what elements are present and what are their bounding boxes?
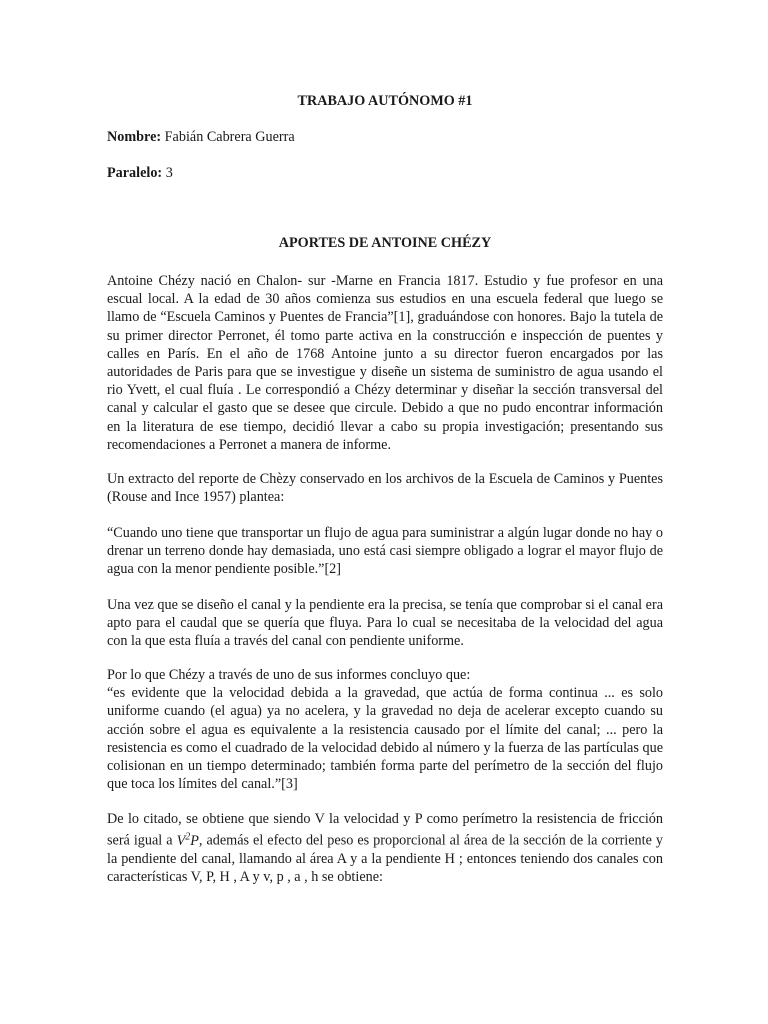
section-title: APORTES DE ANTOINE CHÉZY bbox=[278, 235, 492, 251]
derivation-text-a: De lo citado, se obtiene que siendo V la velocidad y P como perímetro la resistencia de fricción será igual a bbox=[107, 811, 663, 849]
paragraph-quote-1: “Cuando uno tiene que transportar un flujo de agua para suministrar a algún lugar donde no hay o drenar un terreno donde hay demasiada, uno está casi siempre obligado a lograr el mayor flujo de agua con la menor pendiente posible.”[2] bbox=[107, 525, 663, 578]
formula-exponent: 2 bbox=[185, 831, 191, 843]
paragraph-extract-intro: Un extracto del reporte de Chèzy conservado en los archivos de la Escuela de Caminos y Puentes (Rouse and Ince 1957) plantea: bbox=[107, 471, 663, 506]
nombre-value: Fabián Cabrera Guerra bbox=[161, 129, 295, 145]
formula-base: V bbox=[176, 832, 186, 849]
paralelo-line bbox=[107, 164, 663, 182]
derivation-text-b: , además el efecto del peso es proporcional al área de la sección de la corriente y la pendiente del canal, llamando al área A y a la pendiente H ; entonces teniendo dos canales con características V, P, H , A y v, p , a , h se obtiene: bbox=[107, 832, 663, 886]
formula-tail: P bbox=[190, 832, 199, 849]
conclusion-intro: Por lo que Chézy a través de uno de sus informes concluyo que: bbox=[107, 667, 471, 683]
paragraph-canal-design: Una vez que se diseño el canal y la pendiente era la precisa, se tenía que comprobar si el canal era apto para el caudal que se quería que fluya. Para lo cual se necesitaba de la velocidad del agua con la que esta fluía a través del canal con pendiente uniforme. bbox=[107, 597, 663, 650]
paragraph-biography: Antoine Chézy nació en Chalon- sur -Marne en Francia 1817. Estudio y fue profesor en una escual local. A la edad de 30 años comienza sus estudios en una escuela federal que luego se llamo de “Escuela Caminos y Puentes de Francia”[1], graduándose con honores. Bajo la tutela de su primer director Perronet, él tomo parte activa en la construcción e inspección de puentes y calles en París. En el año de 1768 Antoine junto a su director fueron encargados por las autoridades de Paris para que se investigue y diseñe un sistema de suministro de agua usando el rio Yvett, el cual fluía . Le correspondió a Chézy determinar y diseñar la sección transversal del canal y calcular el gasto que se desee que circule. Debido a que no pudo encontrar información en la literatura de ese tiempo, decidió llevar a cabo su propia investigación; presentando sus recomendaciones a Perronet a manera de informe. bbox=[107, 273, 663, 453]
quote-2: “es evidente que la velocidad debida a la gravedad, que actúa de forma continua ... es solo uniforme cuando (el agua) ya no acelera, y la gravedad no deja de acelerar excepto cuando su acción sobre el agua es equivalente a la resistencia causado por el límite del canal; ... pero la resistencia es como el cuadrado de la velocidad debido al número y la fuerza de las partículas que colisionan en un tiempo determinado; también forma parte del perímetro de la sección del flujo que toca los límites del canal.”[3] bbox=[107, 685, 663, 793]
paralelo-value: 3 bbox=[162, 165, 173, 181]
formula-v2p bbox=[177, 833, 199, 849]
nombre-label: Nombre: bbox=[107, 129, 162, 145]
nombre-line bbox=[107, 128, 663, 146]
paralelo-label: Paralelo: bbox=[107, 165, 163, 181]
paragraph-derivation bbox=[107, 810, 663, 887]
document-title: TRABAJO AUTÓNOMO #1 bbox=[297, 93, 473, 109]
paragraph-conclusion bbox=[107, 666, 663, 793]
